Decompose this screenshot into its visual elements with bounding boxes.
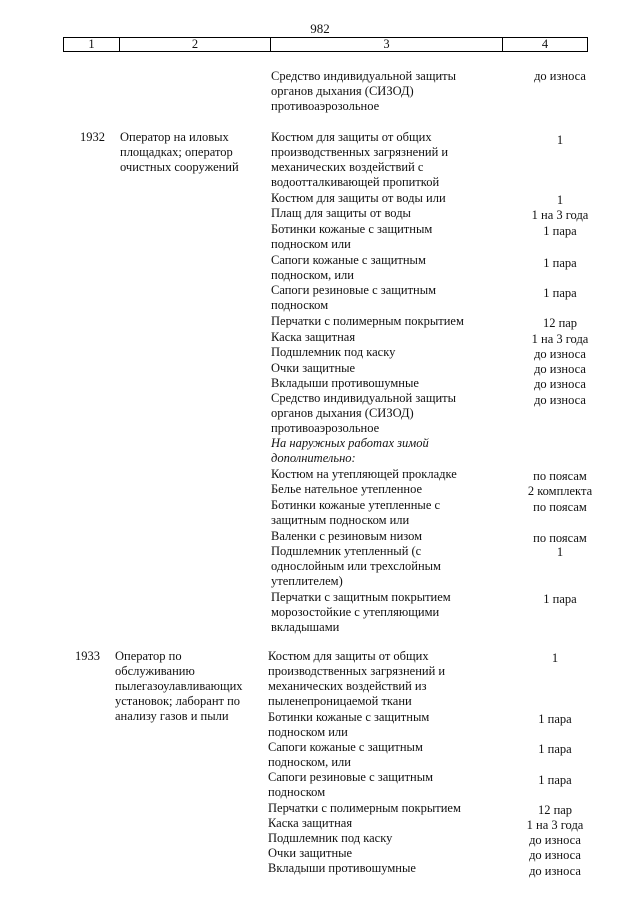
item-text: подноском, или: [271, 268, 354, 282]
section-note: дополнительно:: [271, 451, 356, 465]
item-text: механических воздействий из: [268, 679, 427, 693]
column-number-2: 2: [120, 38, 271, 52]
item-text: Очки защитные: [268, 846, 353, 860]
item-norm: до износа: [534, 69, 586, 83]
item-norm: до износа: [534, 377, 586, 391]
item-text: Плащ для защиты от воды: [271, 206, 411, 220]
column-number-3: 3: [271, 38, 503, 52]
item-text: Средство индивидуальной защиты: [271, 391, 457, 405]
item-text: пыленепроницаемой ткани: [268, 694, 412, 708]
item-text: механических воздействий с: [271, 160, 424, 174]
item-text: Очки защитные: [271, 361, 356, 375]
item-text: Сапоги кожаные с защитным: [271, 253, 426, 267]
item-norm: 1 пара: [543, 224, 577, 238]
profession-text: установок; лаборант по: [115, 694, 241, 708]
profession-text: анализу газов и пыли: [115, 709, 229, 723]
item-text: органов дыхания (СИЗОД): [271, 84, 414, 98]
column-number-1: 1: [64, 38, 120, 52]
item-text: однослойным или трехслойным: [271, 559, 441, 573]
item-norm: 12 пар: [542, 316, 578, 330]
profession-text: Оператор по: [115, 649, 182, 663]
item-text: Каска защитная: [268, 816, 353, 830]
profession-text: пылегазоулавливающих: [115, 679, 243, 693]
item-norm: 1 пара: [538, 742, 572, 756]
item-text: Перчатки с защитным покрытием: [271, 590, 451, 604]
item-norm: 1: [556, 133, 564, 147]
item-text: Белье нательное утепленное: [271, 482, 423, 496]
item-text: противоаэрозольное: [271, 421, 380, 435]
item-norm: до износа: [529, 848, 581, 862]
item-norm: до износа: [534, 393, 586, 407]
item-text: производственных загрязнений и: [268, 664, 446, 678]
item-text: Ботинки кожаные с защитным: [271, 222, 433, 236]
item-text: Сапоги резиновые с защитным: [271, 283, 437, 297]
profession-text: площадках; оператор: [120, 145, 233, 159]
item-text: Сапоги кожаные с защитным: [268, 740, 423, 754]
item-norm: 1 на 3 года: [531, 208, 589, 222]
item-text: Вкладыши противошумные: [271, 376, 419, 390]
item-text: органов дыхания (СИЗОД): [271, 406, 414, 420]
item-text: Валенки с резиновым низом: [271, 529, 423, 543]
column-header-table: [63, 37, 588, 52]
item-norm: до износа: [529, 864, 581, 878]
item-norm: 12 пар: [537, 803, 573, 817]
item-text: подноском: [268, 785, 326, 799]
item-text: Костюм для защиты от общих: [271, 130, 432, 144]
item-norm: 1 пара: [543, 286, 577, 300]
item-text: Костюм для защиты от воды или: [271, 191, 446, 205]
item-norm: по поясам: [533, 469, 587, 483]
item-text: водоотталкивающей пропиткой: [271, 175, 440, 189]
item-norm: по поясам: [533, 531, 587, 545]
item-text: Вкладыши противошумные: [268, 861, 416, 875]
item-norm: 1 пара: [538, 712, 572, 726]
item-norm: 1 пара: [538, 773, 572, 787]
row-number: 1933: [75, 649, 100, 663]
item-norm: 1: [551, 651, 559, 665]
item-text: Средство индивидуальной защиты: [271, 69, 457, 83]
item-text: противоаэрозольное: [271, 99, 380, 113]
item-text: Сапоги резиновые с защитным: [268, 770, 434, 784]
profession-text: очистных сооружений: [120, 160, 239, 174]
item-norm: до износа: [534, 347, 586, 361]
item-norm: до износа: [529, 833, 581, 847]
item-text: Подшлемник утепленный (с: [271, 544, 422, 558]
item-text: вкладышами: [271, 620, 340, 634]
item-text: подноском или: [271, 237, 351, 251]
item-text: производственных загрязнений и: [271, 145, 449, 159]
item-norm: 2 комплекта: [527, 484, 593, 498]
profession-text: Оператор на иловых: [120, 130, 229, 144]
profession-text: обслуживанию: [115, 664, 195, 678]
item-text: подноском или: [268, 725, 348, 739]
item-text: Каска защитная: [271, 330, 356, 344]
item-norm: 1: [556, 193, 564, 207]
item-norm: до износа: [534, 362, 586, 376]
section-note: На наружных работах зимой: [271, 436, 429, 450]
item-norm: 1 пара: [543, 592, 577, 606]
item-norm: 1 пара: [543, 256, 577, 270]
item-norm: 1: [556, 545, 564, 559]
item-text: Перчатки с полимерным покрытием: [268, 801, 461, 815]
item-text: Подшлемник под каску: [271, 345, 396, 359]
item-text: Ботинки кожаные утепленные с: [271, 498, 441, 512]
item-text: Ботинки кожаные с защитным: [268, 710, 430, 724]
item-text: Перчатки с полимерным покрытием: [271, 314, 464, 328]
item-norm: по поясам: [533, 500, 587, 514]
item-text: подноском: [271, 298, 329, 312]
row-number: 1932: [80, 130, 105, 144]
item-text: Костюм на утепляющей прокладке: [271, 467, 457, 481]
item-text: защитным подноском или: [271, 513, 410, 527]
item-text: утеплителем): [271, 574, 343, 588]
item-norm: 1 на 3 года: [526, 818, 584, 832]
item-text: Подшлемник под каску: [268, 831, 393, 845]
item-text: Костюм для защиты от общих: [268, 649, 429, 663]
item-text: подноском, или: [268, 755, 351, 769]
page-number: 982: [310, 21, 330, 36]
item-text: морозостойкие с утепляющими: [271, 605, 440, 619]
item-norm: 1 на 3 года: [531, 332, 589, 346]
column-number-4: 4: [503, 38, 588, 52]
